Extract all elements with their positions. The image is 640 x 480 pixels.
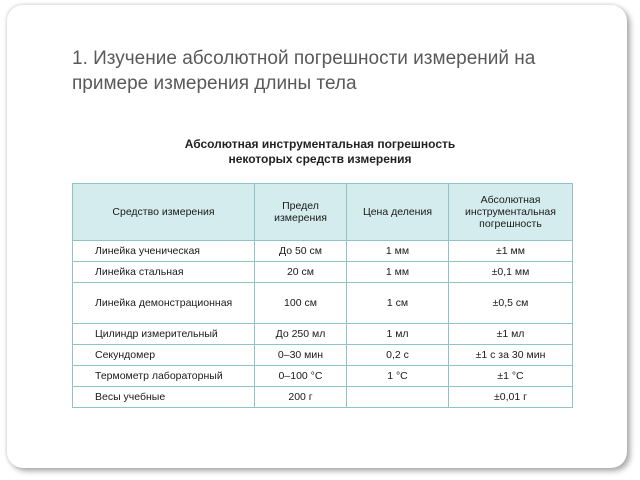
table-caption [140,137,500,167]
table-row [73,241,573,262]
cell-limit: 0–100 °С [255,366,347,387]
measurement-error-table [72,183,573,408]
header-error: Абсолютная инструментальная погрешность [449,184,573,241]
cell-error: ±1 °С [449,366,573,387]
table-caption-line-1: Абсолютная инструментальная погрешность [184,137,456,151]
cell-division: 1 мм [347,262,449,283]
header-division: Цена деления [347,184,449,241]
cell-error: ±1 с за 30 мин [449,345,573,366]
cell-error: ±0,1 мм [449,262,573,283]
cell-error: ±1 мм [449,241,573,262]
cell-limit: 200 г [255,387,347,408]
table-row [73,366,573,387]
cell-instrument: Секундомер [73,345,255,366]
cell-limit: 100 см [255,283,347,324]
slide-title: 1. Изучение абсолютной погрешности измерений на примере измерения длины тела [72,48,536,94]
table-row [73,345,573,366]
cell-instrument: Линейка демонстрационная [73,283,255,324]
cell-limit: 0–30 мин [255,345,347,366]
cell-error: ±0,5 см [449,283,573,324]
cell-instrument: Цилиндр измерительный [73,324,255,345]
cell-division: 0,2 с [347,345,449,366]
cell-division: 1 мм [347,241,449,262]
cell-division: 1 см [347,283,449,324]
cell-limit: До 50 см [255,241,347,262]
table-header-row [73,184,573,241]
header-limit: Предел измерения [255,184,347,241]
header-instrument: Средство измерения [73,184,255,241]
table-row [73,324,573,345]
cell-instrument: Линейка ученическая [73,241,255,262]
cell-division: 1 °С [347,366,449,387]
table-row [73,283,573,324]
table-row [73,262,573,283]
cell-division [347,387,449,408]
cell-instrument: Термометр лабораторный [73,366,255,387]
cell-limit: 20 см [255,262,347,283]
cell-limit: До 250 мл [255,324,347,345]
cell-instrument: Линейка стальная [73,262,255,283]
cell-error: ±0,01 г [449,387,573,408]
table-caption-line-2: некоторых средств измерения [228,152,412,166]
cell-division: 1 мл [347,324,449,345]
cell-instrument: Весы учебные [73,387,255,408]
cell-error: ±1 мл [449,324,573,345]
table-row [73,387,573,408]
